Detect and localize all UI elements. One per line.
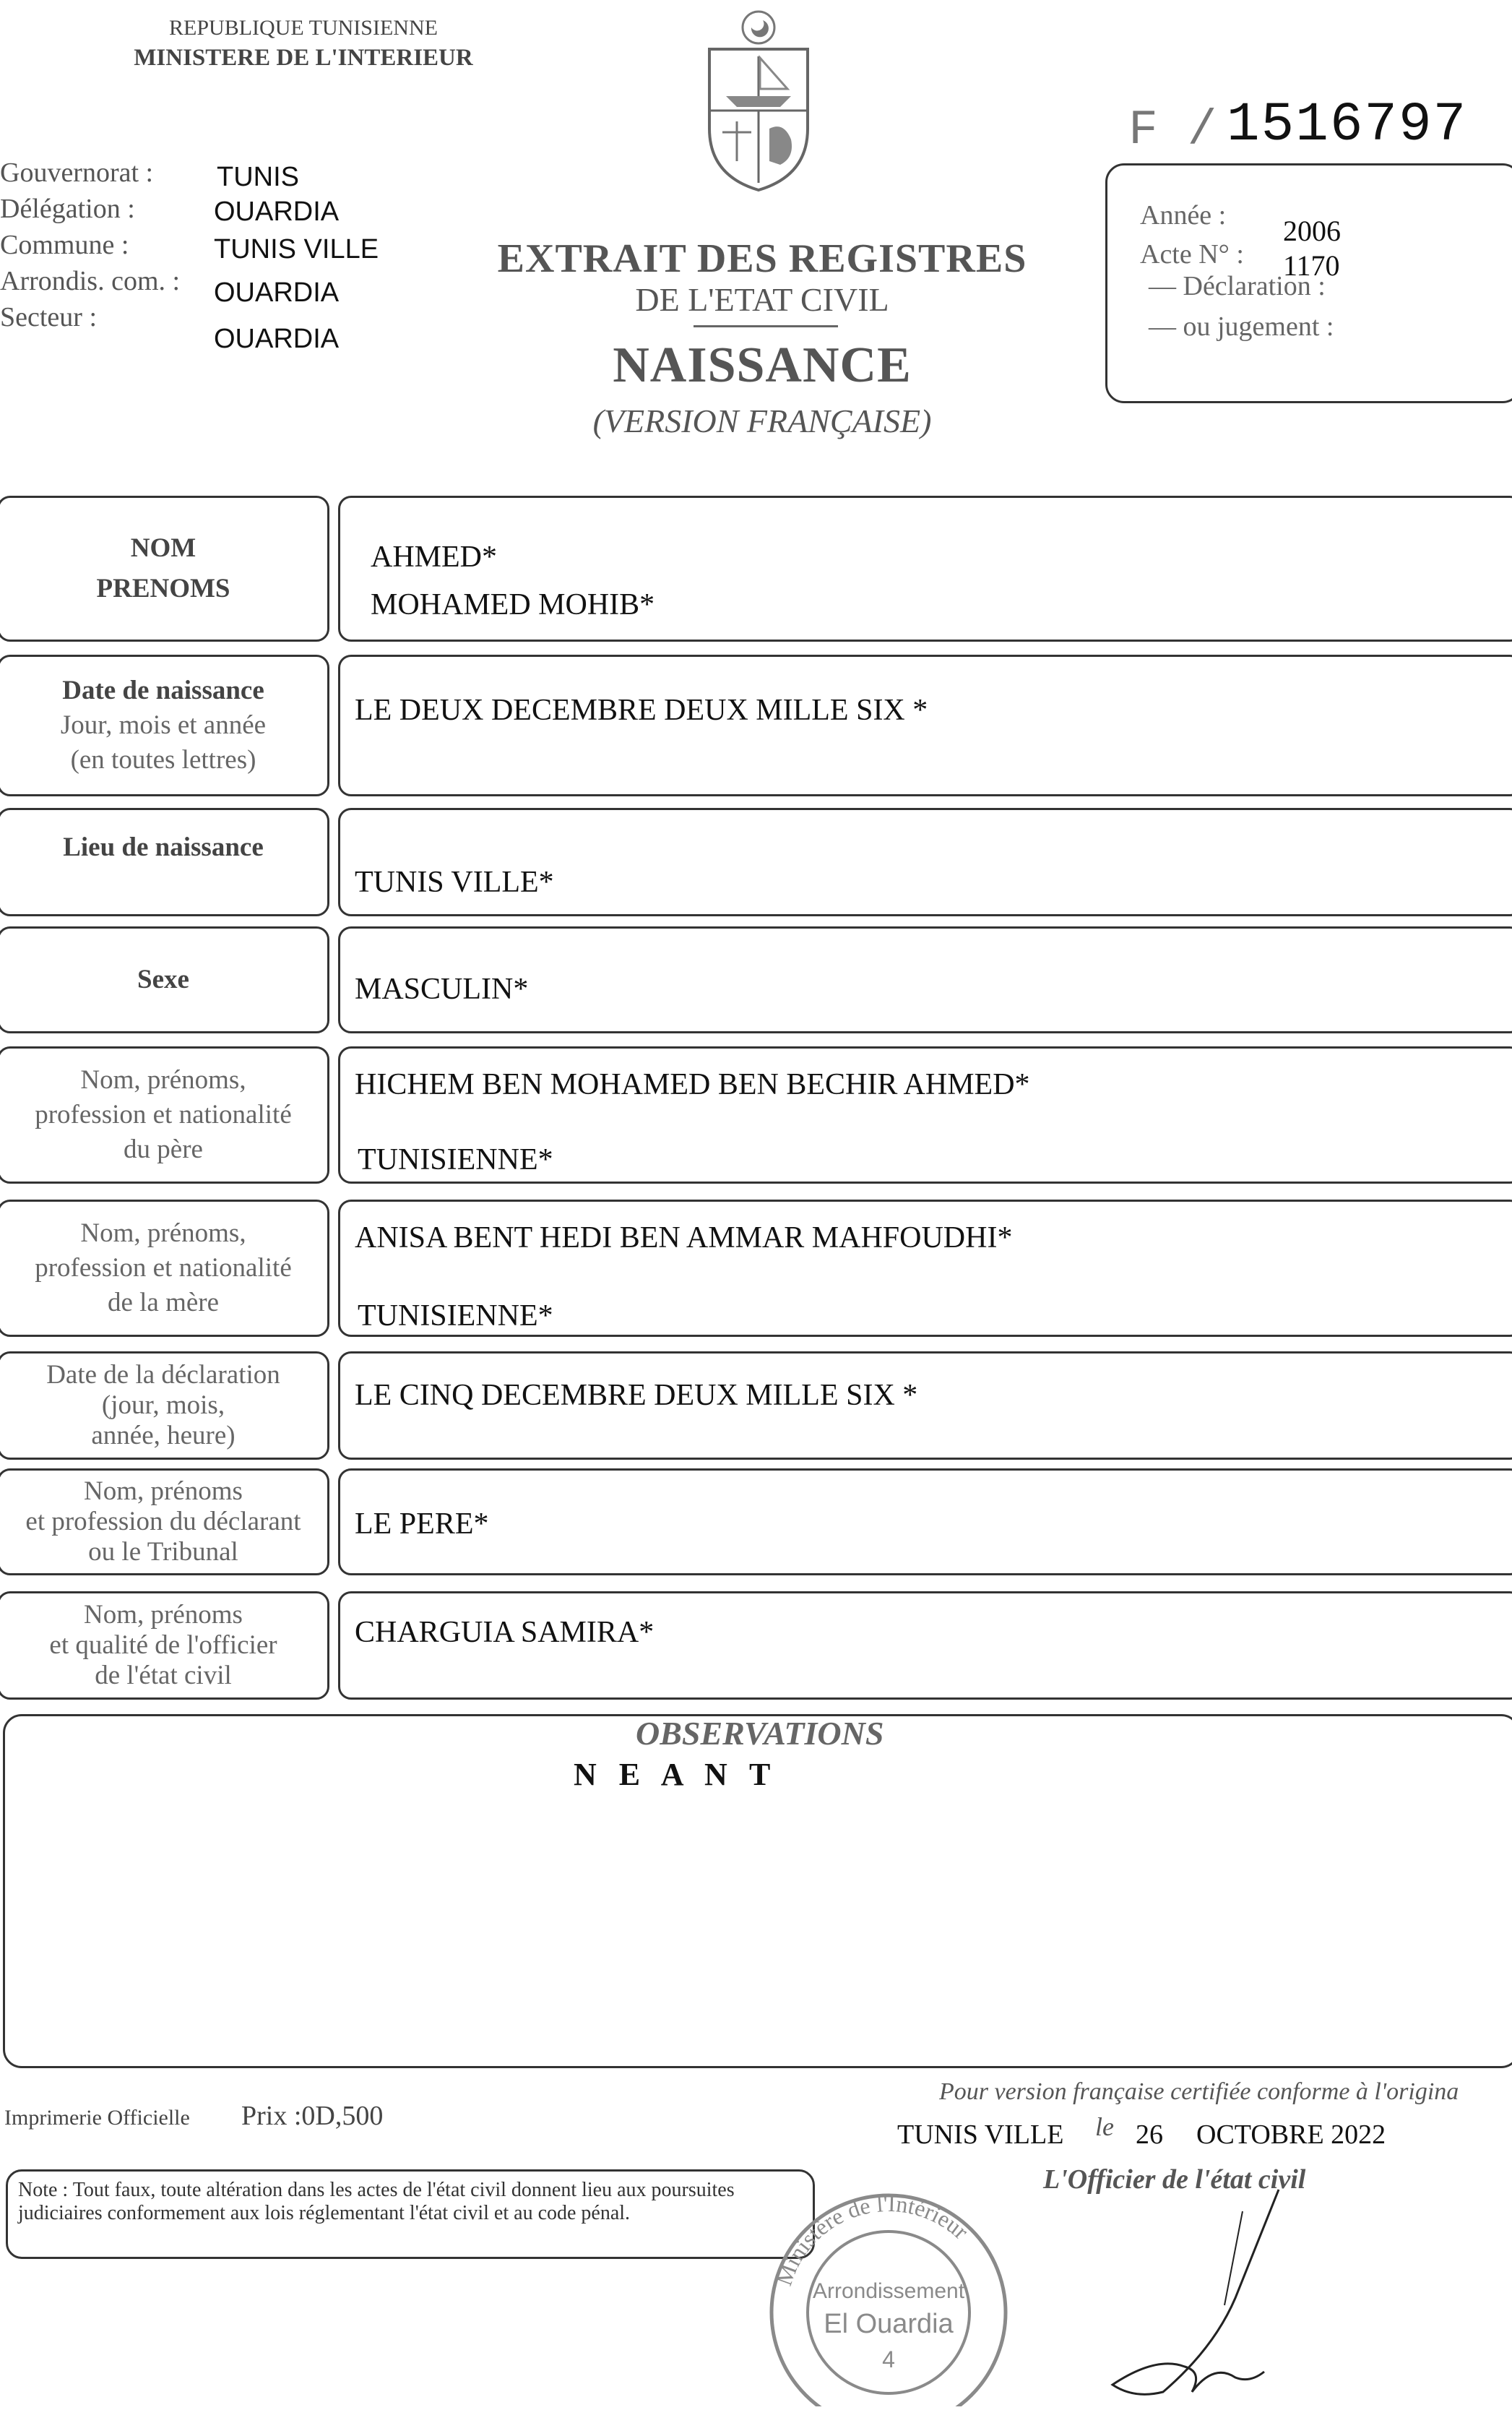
declaration-date-value-cell [338,1351,1512,1460]
jugement-label: — ou jugement : [1149,311,1334,342]
printer-label: Imprimerie Officielle [4,2106,190,2130]
birth-date-label-cell [0,655,329,796]
admin-labels [0,155,180,335]
price-label: Prix :0D,500 [241,2101,384,2131]
act-type-title: NAISSANCE [613,337,912,393]
acte-label: Acte N° : [1140,239,1244,270]
sex-label-cell [0,926,329,1033]
secteur-value: OUARDIA [214,324,340,354]
declaration-date-sublabel2: année, heure) [91,1421,236,1450]
declarant-value: LE PERE* [355,1507,489,1541]
officer-label-cell [0,1591,329,1700]
acte-value: 1170 [1283,249,1340,282]
title-divider [694,325,838,327]
official-stamp [759,2190,1019,2406]
birth-date-value-cell [338,655,1512,796]
serial-prefix: F / [1128,103,1217,158]
stamp-inner-text1: Arrondissement [812,2279,965,2303]
nom-prenoms-label-cell [0,496,329,642]
coat-of-arms-emblem [694,6,824,194]
father-value-cell [338,1046,1512,1184]
declaration-date-value: LE CINQ DECEMBRE DEUX MILLE SIX * [355,1379,918,1412]
father-label-line2: profession et nationalité [35,1100,292,1129]
officer-value-cell [338,1591,1512,1700]
gouvernorat-value: TUNIS [217,162,299,192]
declaration-label: — Déclaration : [1149,271,1326,301]
declarant-label-cell [0,1468,329,1575]
stamp-inner-text2: El Ouardia [824,2309,954,2339]
certified-note: Pour version française certifiée conforme à l'origina [939,2078,1459,2105]
prenoms-value: MOHAMED MOHIB* [371,588,655,621]
officer-label-line2: et qualité de l'officier [49,1630,277,1660]
sex-value: MASCULIN* [355,973,529,1006]
issue-month-year: OCTOBRE 2022 [1196,2119,1386,2150]
delegation-value: OUARDIA [214,197,340,227]
father-nationality-value: TUNISIENNE* [358,1143,553,1176]
nom-prenoms-value-cell [338,496,1512,642]
gouvernorat-label: Gouvernorat : [0,158,154,188]
father-name-value: HICHEM BEN MOHAMED BEN BECHIR AHMED* [355,1068,1030,1101]
birth-place-value-cell [338,808,1512,916]
sex-value-cell [338,926,1512,1033]
mother-name-value: ANISA BENT HEDI BEN AMMAR MAHFOUDHI* [355,1221,1013,1255]
birth-place-label: Lieu de naissance [63,832,264,862]
mother-label-cell [0,1200,329,1337]
observations-value: N E A N T [574,1757,778,1792]
commune-value: TUNIS VILLE [214,234,379,264]
prenoms-label: PRENOMS [96,574,230,603]
mother-label-line2: profession et nationalité [35,1253,292,1283]
stamp-outer-text: Ministère de l'Intérieur [770,2190,974,2289]
annee-label: Année : [1140,200,1227,231]
officer-label-line1: Nom, prénoms [84,1600,243,1630]
officer-value: CHARGUIA SAMIRA* [355,1616,655,1649]
declarant-value-cell [338,1468,1512,1575]
commune-label: Commune : [0,230,129,260]
version-label: (VERSION FRANÇAISE) [592,403,932,439]
issue-le: le [1095,2112,1114,2141]
secteur-label: Secteur : [0,302,98,332]
annee-value: 2006 [1283,215,1341,247]
declarant-label-line1: Nom, prénoms [84,1476,243,1506]
issue-day: 26 [1136,2119,1163,2150]
declaration-date-sublabel1: (jour, mois, [101,1390,225,1420]
mother-nationality-value: TUNISIENNE* [358,1299,553,1333]
country-header: REPUBLIQUE TUNISIENNE [169,16,438,40]
father-label-cell [0,1046,329,1184]
delegation-label: Délégation : [0,194,135,224]
father-label-line3: du père [124,1135,203,1164]
officer-signature [1069,2182,1286,2406]
arrondissement-value: OUARDIA [214,277,340,308]
mother-label-line1: Nom, prénoms, [80,1218,246,1248]
sex-label: Sexe [137,965,189,994]
declaration-date-label: Date de la déclaration [46,1360,280,1390]
legal-note-text: Note : Tout faux, toute altération dans les actes de l'état civil donnent lieu aux poursuites judiciaires conformement aux lois réglementant l'état civil et au code pénal. [18,2179,735,2224]
mother-label-line3: de la mère [107,1288,220,1317]
document-subtitle: DE L'ETAT CIVIL [635,281,889,318]
birth-date-sublabel: Jour, mois et année [60,710,267,740]
observations-title: OBSERVATIONS [636,1715,884,1752]
officer-label-line3: de l'état civil [95,1661,232,1690]
legal-note [6,2169,815,2259]
document-title: EXTRAIT DES REGISTRES [497,236,1027,281]
issue-place: TUNIS VILLE [897,2119,1064,2150]
nom-label: NOM [130,533,196,563]
arrondissement-label: Arrondis. com. : [0,266,181,296]
nom-value: AHMED* [371,541,497,574]
declarant-label-line3: ou le Tribunal [88,1537,238,1567]
birth-date-label: Date de naissance [62,676,264,705]
ministry-header: MINISTERE DE L'INTERIEUR [134,45,473,71]
father-label-line1: Nom, prénoms, [80,1065,246,1095]
declarant-label-line2: et profession du déclarant [25,1507,301,1536]
birth-date-note: (en toutes lettres) [70,745,256,775]
stamp-number: 4 [882,2346,895,2372]
birth-place-value: TUNIS VILLE* [355,866,554,899]
declaration-date-label-cell [0,1351,329,1460]
officer-title: L'Officier de l'état civil [1043,2164,1306,2195]
birth-date-value: LE DEUX DECEMBRE DEUX MILLE SIX * [355,694,928,727]
birth-place-label-cell [0,808,329,916]
mother-value-cell [338,1200,1512,1337]
serial-number: 1516797 [1227,94,1468,156]
